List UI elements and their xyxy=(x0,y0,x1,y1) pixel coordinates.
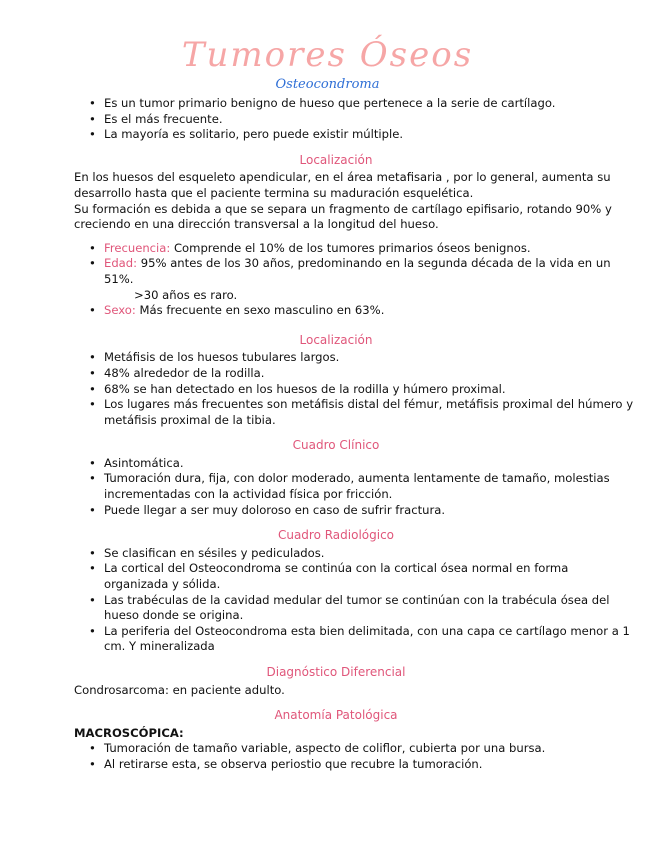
section-heading-clinico: Cuadro Clínico xyxy=(292,438,380,453)
stat-text: Comprende el 10% de los tumores primarios óseos benignos. xyxy=(170,240,531,255)
list-item: • 48% alrededor de la rodilla. xyxy=(76,366,636,382)
stat-label: Sexo: xyxy=(104,303,136,318)
stat-label: Edad: xyxy=(104,256,138,271)
list-item: • La cortical del Osteocondroma se continúa con la cortical ósea normal en forma organizada y sólida. xyxy=(76,561,636,592)
stat-label: Frecuencia: xyxy=(104,240,171,255)
paragraph: En los huesos del esqueleto apendicular, en el área metafisaria , por lo general, aumenta su desarrollo hasta que el paciente termina su maduración esquelética. xyxy=(74,170,611,200)
stat-note: >30 años es raro. xyxy=(134,287,238,302)
list-item: • Tumoración de tamaño variable, aspecto de coliflor, cubierta por una bursa. xyxy=(76,741,636,757)
paragraph: Su formación es debida a que se separa un fragmento de cartílago epifisario, rotando 90% y creciendo en una dirección transversal a la longitud del hueso. xyxy=(74,201,612,232)
list-item: • Al retirarse esta, se observa periostio que recubre la tumoración. xyxy=(76,757,636,773)
list-item xyxy=(76,241,636,257)
list-item: • Las trabéculas de la cavidad medular del tumor se continúan con la trabécula ósea del hueso donde se origina. xyxy=(76,593,636,624)
stats-list xyxy=(76,241,636,288)
list-item: • Es un tumor primario benigno de hueso que pertenece a la serie de cartílago. xyxy=(76,96,636,112)
localizacion-list xyxy=(76,350,636,428)
list-item xyxy=(76,256,636,287)
radiologico-list xyxy=(76,546,636,655)
page-subtitle: Osteocondroma xyxy=(275,77,380,92)
clinico-list xyxy=(76,456,636,518)
section-heading-diagnostico: Diagnóstico Diferencial xyxy=(266,665,406,679)
section-heading-radiologico: Cuadro Radiológico xyxy=(277,528,395,543)
section-heading-localizacion: Localización xyxy=(299,152,373,167)
list-item: • Metáfisis de los huesos tubulares largos. xyxy=(76,350,636,366)
list-item: • Se clasifican en sésiles y pediculados. xyxy=(76,546,636,562)
list-item: • La periferia del Osteocondroma esta bien delimitada, con una capa ce cartílago menor a 1 cm. Y mineralizada xyxy=(76,624,636,655)
list-item: • 68% se han detectado en los huesos de la rodilla y húmero proximal. xyxy=(76,382,636,398)
intro-list xyxy=(76,96,636,143)
stat-text: 95% antes de los 30 años, predominando en la segunda década de la vida en un 51%. xyxy=(104,256,611,286)
paragraph: Condrosarcoma: en paciente adulto. xyxy=(74,682,285,697)
subheading-macroscopica: MACROSCÓPICA: xyxy=(74,725,184,740)
list-item: • Puede llegar a ser muy doloroso en caso de sufrir fractura. xyxy=(76,503,636,519)
list-item: • Asintomática. xyxy=(76,456,636,472)
section-heading-anatomia: Anatomía Patológica xyxy=(274,708,398,723)
list-item: • Tumoración dura, fija, con dolor moderado, aumenta lentamente de tamaño, molestias incrementadas con la actividad física por fricción. xyxy=(76,471,636,502)
list-item: • La mayoría es solitario, pero puede existir múltiple. xyxy=(76,127,636,143)
stat-text: Más frecuente en sexo masculino en 63%. xyxy=(135,303,385,318)
section-heading-localizacion-2: Localización xyxy=(299,332,373,347)
anatomia-list xyxy=(76,741,636,772)
stats-list-2 xyxy=(76,303,636,319)
page-title: Tumores Óseos xyxy=(181,35,474,75)
document-body xyxy=(76,96,636,773)
list-item: • Es el más frecuente. xyxy=(76,112,636,128)
list-item: • Los lugares más frecuentes son metáfisis distal del fémur, metáfisis proximal del húmero y metáfisis proximal de la tibia. xyxy=(76,397,636,428)
list-item xyxy=(76,303,636,319)
